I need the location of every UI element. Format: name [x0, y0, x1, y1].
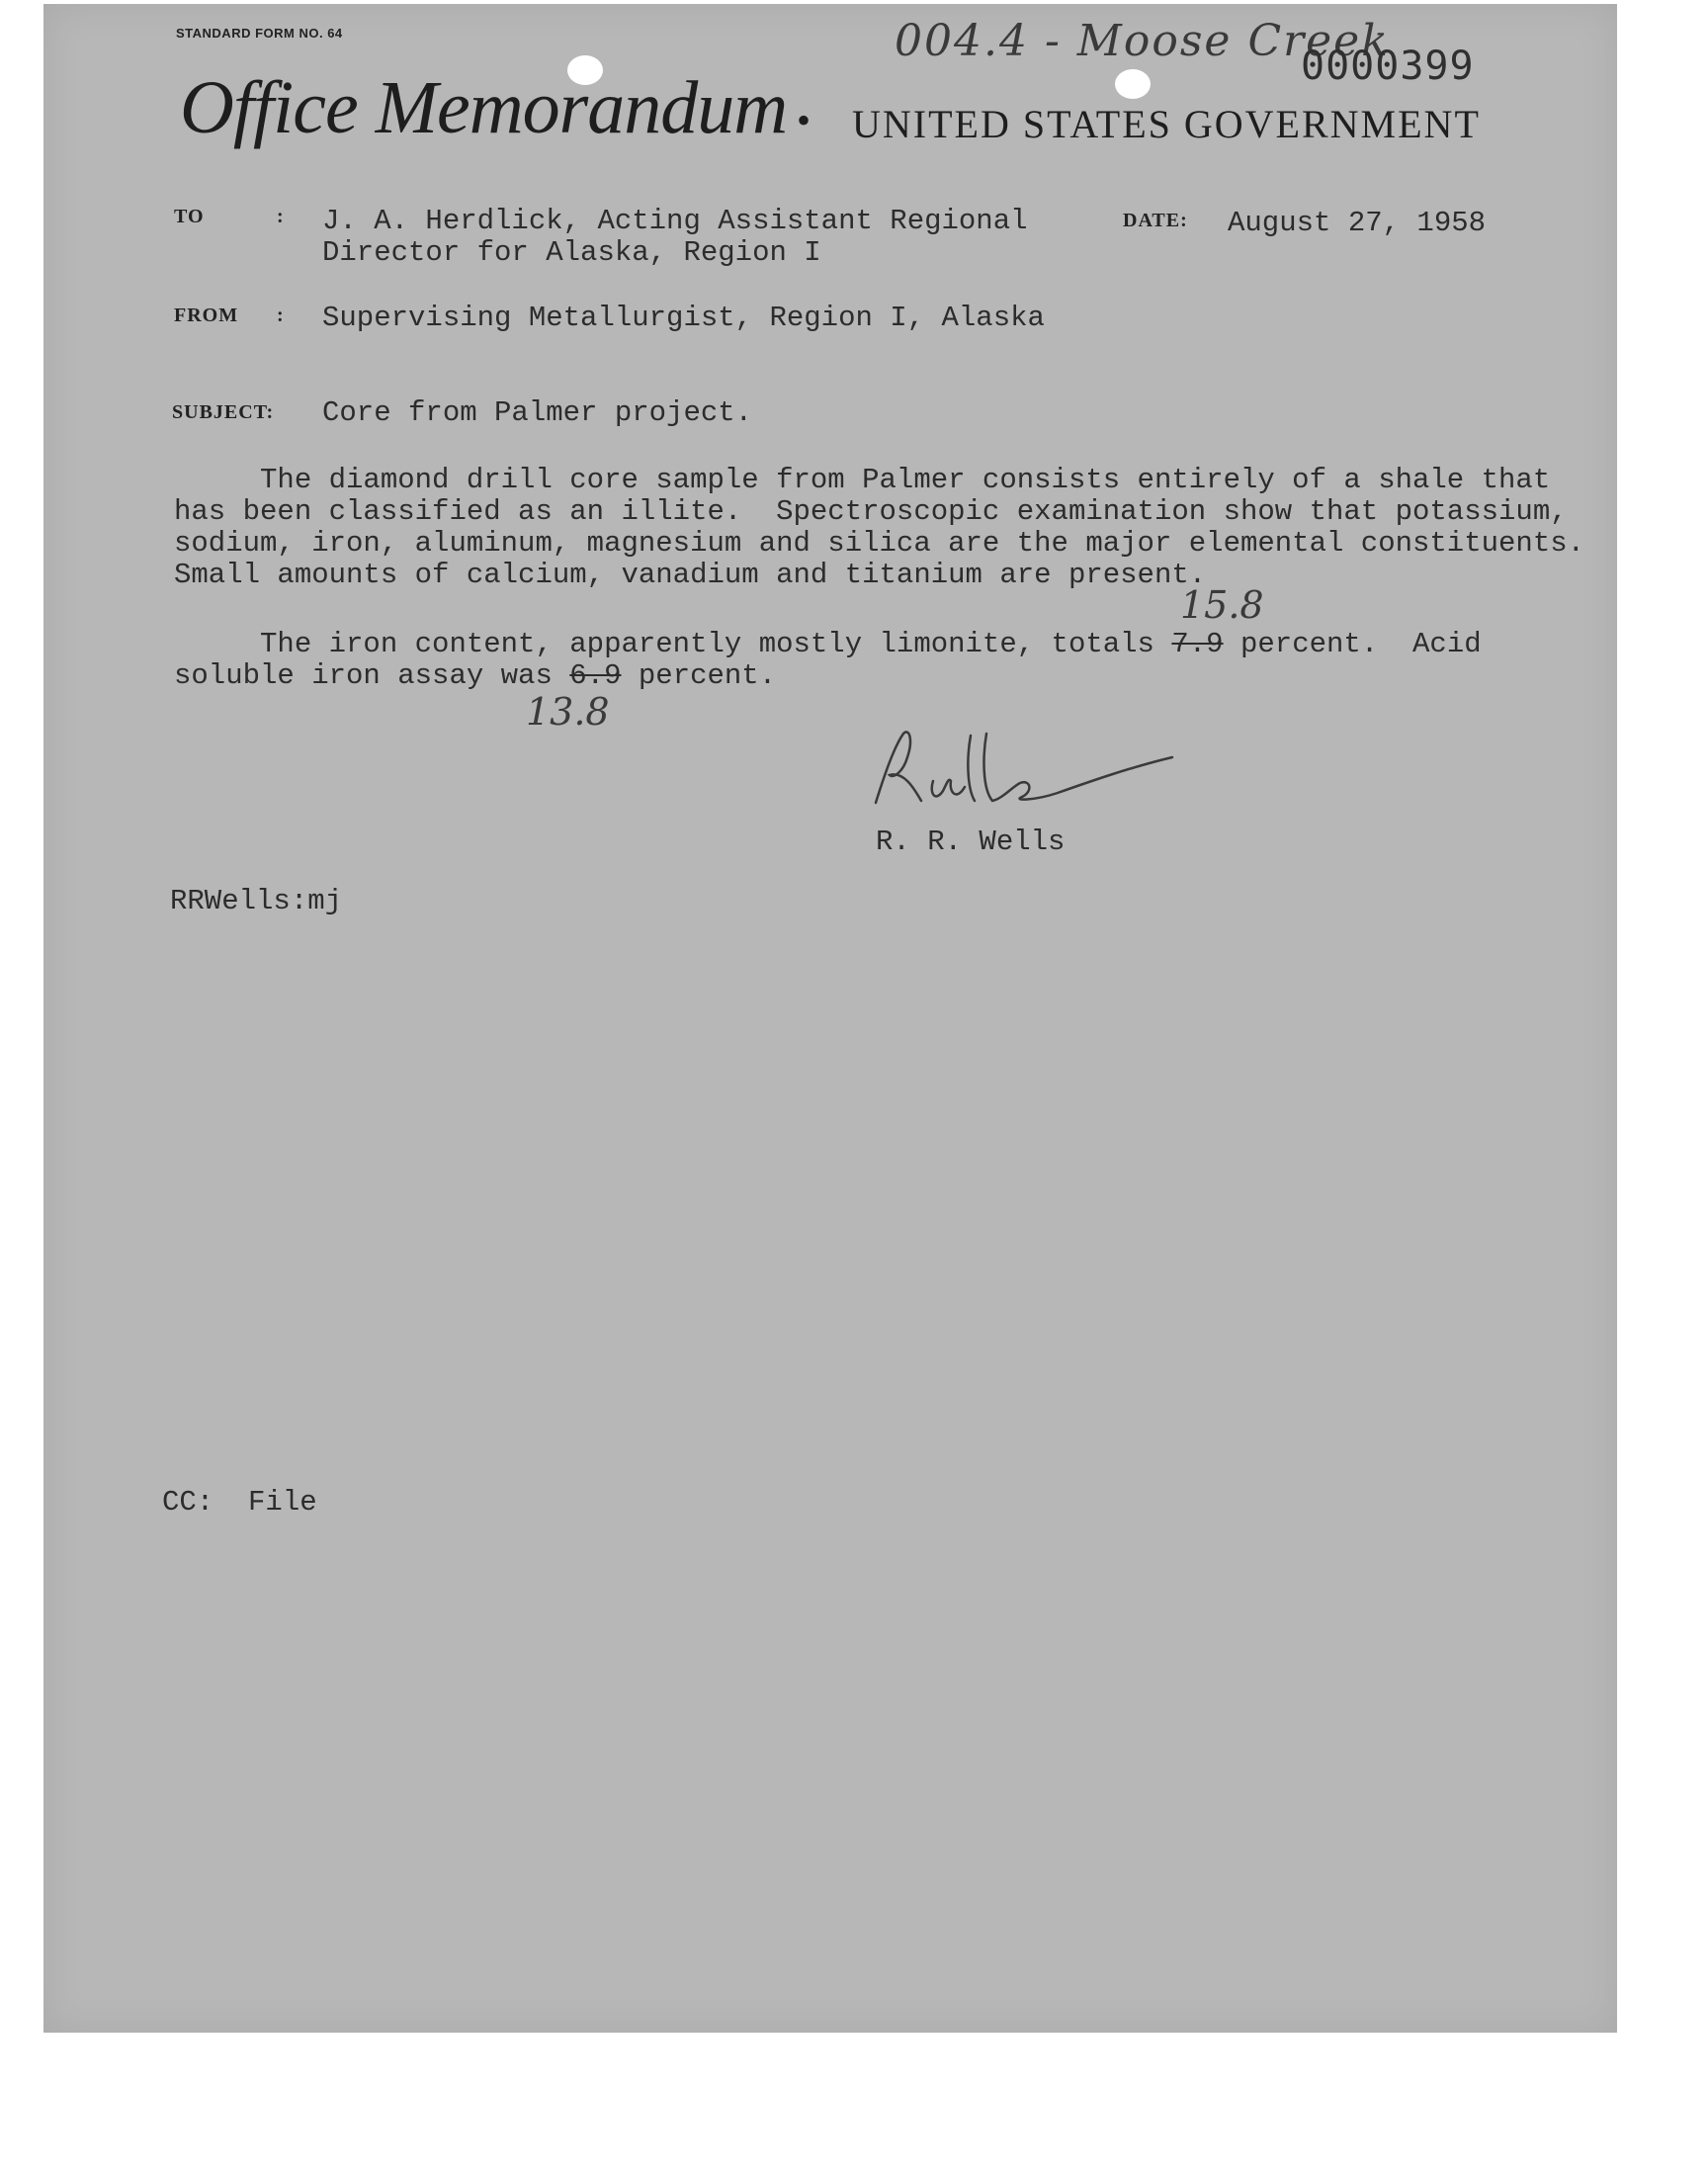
body-p1-line-1: The diamond drill core sample from Palmer consists entirely of a shale that — [174, 464, 1551, 496]
to-line-1: J. A. Herdlick, Acting Assistant Regional — [322, 205, 1028, 237]
to-colon: : — [277, 206, 285, 227]
to-line-2: Director for Alaska, Region I — [322, 236, 821, 269]
subject-label: SUBJECT: — [172, 401, 275, 423]
document-stamp-number: 0000399 — [1301, 44, 1475, 89]
struck-value-2: 6.9 — [569, 659, 622, 692]
p2-text-a: The iron content, apparently mostly limonite, totals — [174, 628, 1172, 660]
body-p1-line-3: sodium, iron, aluminum, magnesium and silica are the major elemental constituents. — [174, 527, 1585, 560]
memo-title: Office Memorandum — [180, 66, 788, 149]
handwritten-correction-1: 15.8 — [1180, 583, 1264, 627]
typist-initials: RRWells:mj — [170, 885, 343, 917]
date-value: August 27, 1958 — [1228, 207, 1487, 239]
date-label: DATE: — [1123, 210, 1188, 231]
title-separator: • — [797, 98, 811, 142]
handwritten-signature — [864, 718, 1180, 817]
struck-value-1: 7.9 — [1171, 628, 1224, 660]
punch-hole-right — [1115, 69, 1151, 99]
cc-line: CC: File — [162, 1486, 317, 1519]
body-p1-line-4: Small amounts of calcium, vanadium and titanium are present. — [174, 559, 1207, 591]
government-heading: UNITED STATES GOVERNMENT — [852, 102, 1481, 146]
handwritten-file-reference: 004.4 - Moose Creek — [895, 16, 1390, 66]
from-value: Supervising Metallurgist, Region I, Alaska — [322, 302, 1045, 334]
from-colon: : — [277, 304, 285, 326]
p2-text-c: soluble iron assay was — [174, 659, 570, 692]
p2-text-d: percent. — [621, 659, 777, 692]
body-p2-line-2 — [174, 660, 776, 692]
handwritten-correction-2: 13.8 — [526, 690, 610, 734]
subject-value: Core from Palmer project. — [322, 396, 753, 429]
form-number: STANDARD FORM NO. 64 — [176, 26, 343, 41]
p2-text-b: percent. Acid — [1223, 628, 1482, 660]
typed-signature-name: R. R. Wells — [876, 826, 1066, 858]
to-label: TO — [174, 206, 205, 227]
from-label: FROM — [174, 304, 239, 326]
body-p1-line-2: has been classified as an illite. Spectroscopic examination show that potassium, — [174, 495, 1568, 528]
body-p2-line-1 — [174, 629, 1482, 660]
